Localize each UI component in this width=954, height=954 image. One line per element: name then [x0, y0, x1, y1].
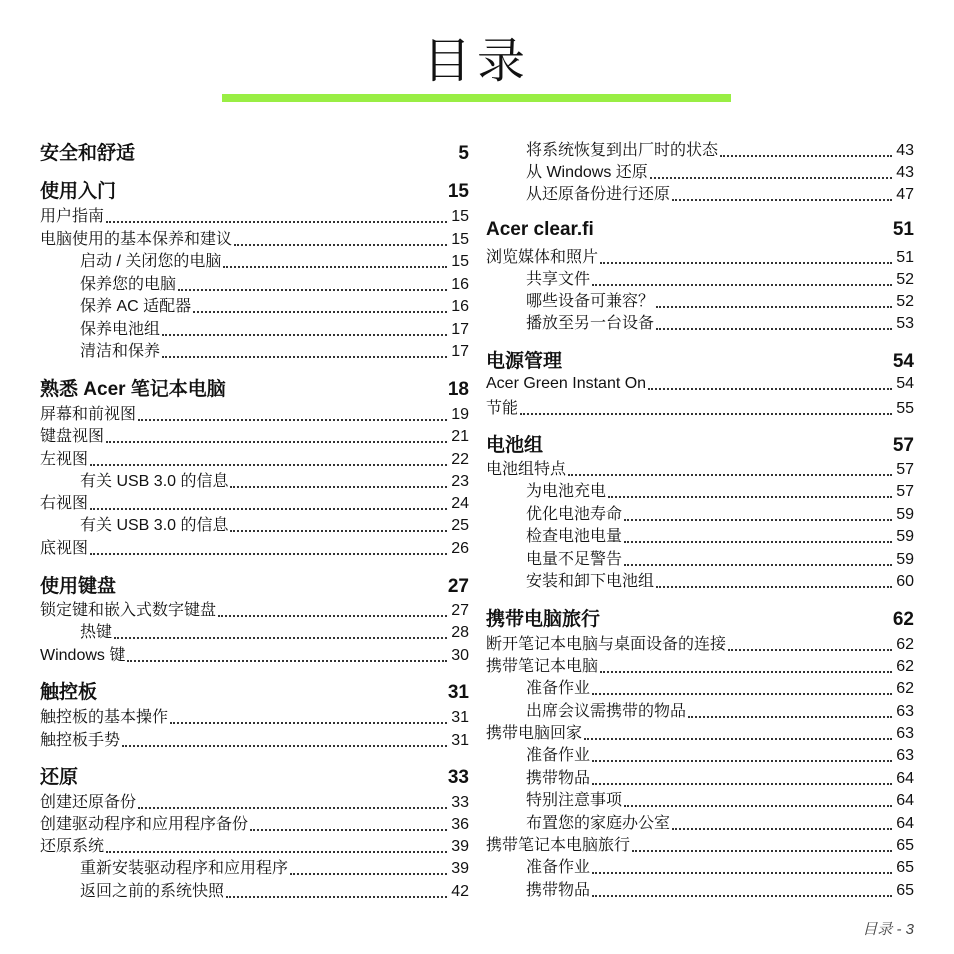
toc-entry-title: 电源管理: [486, 351, 563, 372]
toc-page-number: 42: [451, 883, 469, 900]
toc-entry[interactable]: [486, 183, 914, 205]
toc-entry-title: 使用键盘: [40, 576, 117, 597]
toc-entry[interactable]: [486, 525, 914, 547]
dot-leader: [592, 284, 892, 286]
toc-page-number: 15: [451, 253, 469, 270]
toc-entry[interactable]: [40, 880, 469, 902]
dot-leader: [290, 873, 447, 875]
toc-page-number: 23: [451, 473, 469, 490]
toc-entry[interactable]: [40, 706, 469, 728]
dot-leader: [672, 199, 892, 201]
toc-page-number: 62: [896, 658, 914, 675]
title-underline-bar: [222, 94, 731, 102]
dot-leader: [632, 850, 892, 852]
dot-leader: [592, 895, 892, 897]
dot-leader: [106, 221, 447, 223]
toc-entry[interactable]: [486, 397, 914, 419]
toc-entry-title: 携带物品: [526, 882, 591, 899]
toc-page-number: 17: [451, 321, 469, 338]
dot-leader: [728, 649, 892, 651]
toc-page-number: 65: [896, 859, 914, 876]
toc-page-number: 36: [451, 816, 469, 833]
toc-entry[interactable]: [486, 139, 914, 161]
toc-page-number: 65: [896, 882, 914, 899]
toc-page-number: 5: [458, 143, 469, 164]
toc-entry-title: 保养您的电脑: [80, 276, 177, 293]
toc-entry[interactable]: [486, 789, 914, 811]
toc-entry[interactable]: [486, 548, 914, 570]
dot-leader: [127, 660, 447, 662]
toc-entry[interactable]: [486, 677, 914, 699]
dot-leader: [608, 496, 892, 498]
toc-page-number: 51: [896, 249, 914, 266]
dot-leader: [90, 508, 447, 510]
dot-leader: [564, 368, 889, 370]
toc-entry-title: 携带笔记本电脑旅行: [486, 837, 631, 854]
dot-leader: [672, 828, 892, 830]
toc-entry-title: 播放至另一台设备: [526, 315, 655, 332]
dot-leader: [193, 311, 447, 313]
toc-entry[interactable]: [486, 570, 914, 592]
toc-entry-title: 创建还原备份: [40, 794, 137, 811]
toc-entry-title: 创建驱动程序和应用程序备份: [40, 816, 249, 833]
toc-page-number: 59: [896, 506, 914, 523]
dot-leader: [624, 564, 892, 566]
dot-leader: [106, 851, 447, 853]
toc-entry-title: 电池组特点: [486, 461, 567, 478]
toc-entry[interactable]: [486, 268, 914, 290]
toc-entry-title: 保养电池组: [80, 321, 161, 338]
toc-page-number: 19: [451, 406, 469, 423]
toc-entry[interactable]: [40, 857, 469, 879]
toc-entry[interactable]: [486, 290, 914, 312]
toc-entry-title: 布置您的家庭办公室: [526, 815, 671, 832]
toc-heading[interactable]: [486, 216, 914, 242]
toc-entry-title: 底视图: [40, 540, 89, 557]
toc-entry[interactable]: [486, 767, 914, 789]
toc-entry-title: 电量不足警告: [526, 551, 623, 568]
toc-entry[interactable]: [486, 372, 914, 394]
toc-page-number: 63: [896, 747, 914, 764]
toc-entry-title: 安全和舒适: [40, 143, 136, 164]
page-title: 目录: [422, 33, 531, 89]
toc-entry-title: 触控板的基本操作: [40, 709, 169, 726]
toc-entry[interactable]: [486, 633, 914, 655]
toc-entry-title: Windows 键: [40, 647, 126, 664]
toc-page-number: 63: [896, 703, 914, 720]
toc-entry[interactable]: [40, 205, 469, 227]
toc-entry[interactable]: [40, 599, 469, 621]
dot-leader: [106, 441, 447, 443]
toc-heading[interactable]: [40, 764, 469, 790]
toc-entry-title: 屏幕和前视图: [40, 406, 137, 423]
page-footer: 目录 - 3: [862, 921, 914, 938]
toc-heading[interactable]: [40, 178, 469, 204]
toc-entry[interactable]: [40, 492, 469, 514]
toc-entry-title: 清洁和保养: [80, 343, 161, 360]
toc-page-number: 47: [896, 186, 914, 203]
toc-entry-title: 键盘视图: [40, 428, 105, 445]
dot-leader: [162, 356, 447, 358]
dot-leader: [162, 334, 447, 336]
toc-entry-title: 携带电脑旅行: [486, 609, 601, 630]
toc-entry[interactable]: [486, 812, 914, 834]
toc-entry-title: 携带笔记本电脑: [486, 658, 599, 675]
toc-heading[interactable]: [486, 606, 914, 632]
toc-page-number: 64: [896, 770, 914, 787]
toc-page-number: 33: [447, 767, 469, 788]
toc-entry-title: 检查电池电量: [526, 528, 623, 545]
dot-leader: [138, 807, 447, 809]
toc-page-number: 30: [451, 647, 469, 664]
dot-leader: [230, 530, 447, 532]
dot-leader: [234, 244, 447, 246]
dot-leader: [170, 722, 447, 724]
toc-page-number: 57: [896, 461, 914, 478]
toc-entry-title: 重新安装驱动程序和应用程序: [80, 860, 289, 877]
toc-entry-title: 还原: [40, 767, 79, 788]
dot-leader: [99, 699, 444, 701]
dot-leader: [602, 626, 889, 628]
toc-entry-title: 哪些设备可兼容？: [526, 293, 655, 310]
toc-entry-title: 为电池充电: [526, 483, 607, 500]
toc-entry-title: 电脑使用的基本保养和建议: [40, 231, 233, 248]
toc-page-number: 65: [896, 837, 914, 854]
toc-entry-title: 从还原备份进行还原: [526, 186, 671, 203]
dot-leader: [226, 896, 447, 898]
toc-entry-title: 携带物品: [526, 770, 591, 787]
toc-page-number: 33: [451, 794, 469, 811]
toc-entry[interactable]: [486, 161, 914, 183]
toc-entry-title: 优化电池寿命: [526, 506, 623, 523]
toc-page-number: 57: [896, 483, 914, 500]
toc-entry-title: 熟悉 Acer 笔记本电脑: [40, 379, 226, 400]
toc-entry[interactable]: [40, 403, 469, 425]
toc-entry[interactable]: [486, 879, 914, 901]
toc-entry[interactable]: [40, 448, 469, 470]
toc-page-number: 60: [896, 573, 914, 590]
toc-entry-title: 共享文件: [526, 271, 591, 288]
toc-entry[interactable]: [486, 700, 914, 722]
toc-page-number: 53: [896, 315, 914, 332]
dot-leader: [122, 745, 447, 747]
dot-leader: [592, 693, 892, 695]
toc-entry[interactable]: [40, 295, 469, 317]
toc-page-number: 39: [451, 860, 469, 877]
toc-entry[interactable]: [40, 621, 469, 643]
toc-entry[interactable]: [486, 480, 914, 502]
toc-entry-title: 节能: [486, 400, 519, 417]
toc-heading[interactable]: [40, 679, 469, 705]
dot-leader: [250, 829, 447, 831]
dot-leader: [720, 155, 892, 157]
toc-entry[interactable]: [40, 835, 469, 857]
toc-entry[interactable]: [40, 470, 469, 492]
toc-entry-title: Acer Green Instant On: [486, 375, 647, 392]
dot-leader: [223, 266, 447, 268]
toc-entry-title: 返回之前的系统快照: [80, 883, 225, 900]
dot-leader: [178, 289, 447, 291]
toc-page-number: 17: [451, 343, 469, 360]
toc-entry-title: 右视图: [40, 495, 89, 512]
toc-page-number: 16: [451, 276, 469, 293]
toc-page-number: 43: [896, 142, 914, 159]
dot-leader: [118, 198, 444, 200]
toc-page-number: 25: [451, 517, 469, 534]
toc-entry[interactable]: [40, 514, 469, 536]
dot-leader: [568, 474, 892, 476]
toc-entry-title: 将系统恢复到出厂时的状态: [526, 142, 719, 159]
dot-leader: [656, 586, 892, 588]
toc-page-number: 16: [451, 298, 469, 315]
dot-leader: [624, 541, 892, 543]
toc-entry[interactable]: [486, 246, 914, 268]
toc-entry-title: 出席会议需携带的物品: [526, 703, 687, 720]
toc-entry-title: 有关 USB 3.0 的信息: [80, 517, 229, 534]
toc-entry-title: 安装和卸下电池组: [526, 573, 655, 590]
toc-entry[interactable]: [40, 340, 469, 362]
toc-page-number: 31: [451, 732, 469, 749]
toc-entry[interactable]: [486, 856, 914, 878]
toc-entry-title: 用户指南: [40, 208, 105, 225]
toc-entry-title: 准备作业: [526, 680, 591, 697]
dot-leader: [90, 553, 447, 555]
toc-entry-title: 还原系统: [40, 838, 105, 855]
toc-page-number: 27: [447, 576, 469, 597]
dot-leader: [114, 637, 447, 639]
toc-entry[interactable]: [40, 644, 469, 666]
toc-page-number: 28: [451, 624, 469, 641]
toc-page-number: 51: [892, 219, 914, 240]
toc-entry-title: 特别注意事项: [526, 792, 623, 809]
toc-page-number: 15: [451, 208, 469, 225]
toc-page-number: 59: [896, 528, 914, 545]
dot-leader: [624, 519, 892, 521]
toc-heading[interactable]: [486, 432, 914, 458]
toc-entry[interactable]: [40, 318, 469, 340]
toc-entry[interactable]: [40, 729, 469, 751]
toc-page-number: 31: [447, 682, 469, 703]
toc-heading[interactable]: [40, 140, 469, 166]
dot-leader: [656, 328, 892, 330]
toc-page-number: 22: [451, 451, 469, 468]
toc-entry[interactable]: [40, 273, 469, 295]
toc-page-number: 15: [451, 231, 469, 248]
toc-entry-title: 左视图: [40, 451, 89, 468]
toc-page-number: 52: [896, 271, 914, 288]
toc-entry-title: 锁定键和嵌入式数字键盘: [40, 602, 217, 619]
toc-entry-title: 保养 AC 适配器: [80, 298, 192, 315]
dot-leader: [545, 452, 889, 454]
toc-entry[interactable]: [486, 458, 914, 480]
toc-entry-title: 断开笔记本电脑与桌面设备的连接: [486, 636, 727, 653]
toc-page-number: 64: [896, 815, 914, 832]
dot-leader: [118, 593, 444, 595]
toc-entry[interactable]: [40, 537, 469, 559]
toc-entry-title: 热键: [80, 624, 113, 641]
toc-page-number: 15: [447, 181, 469, 202]
toc-entry[interactable]: [40, 813, 469, 835]
dot-leader: [688, 716, 892, 718]
dot-leader: [90, 464, 447, 466]
toc-entry-title: 准备作业: [526, 747, 591, 764]
toc-page-number: 39: [451, 838, 469, 855]
toc-page-number: 24: [451, 495, 469, 512]
toc-page-number: 26: [451, 540, 469, 557]
toc-heading[interactable]: [40, 376, 469, 402]
dot-leader: [218, 615, 447, 617]
toc-entry[interactable]: [486, 722, 914, 744]
toc-entry-title: 有关 USB 3.0 的信息: [80, 473, 229, 490]
toc-page-number: 55: [896, 400, 914, 417]
dot-leader: [650, 177, 892, 179]
toc-entry-title: 触控板: [40, 682, 98, 703]
toc-page-number: 59: [896, 551, 914, 568]
toc-entry-title: 使用入门: [40, 181, 117, 202]
toc-page-number: 63: [896, 725, 914, 742]
toc-page-number: 62: [892, 609, 914, 630]
dot-leader: [137, 160, 454, 162]
toc-page-number: 54: [892, 351, 914, 372]
dot-leader: [584, 738, 892, 740]
toc-entry[interactable]: [40, 250, 469, 272]
toc-entry-title: 从 Windows 还原: [526, 164, 648, 181]
toc-entry-title: 启动 / 关闭您的电脑: [80, 253, 222, 270]
toc-page-number: 64: [896, 792, 914, 809]
toc-page-number: 54: [896, 375, 914, 392]
dot-leader: [592, 872, 892, 874]
dot-leader: [600, 671, 892, 673]
toc-entry-title: 电池组: [486, 435, 544, 456]
dot-leader: [80, 784, 444, 786]
toc-heading[interactable]: [40, 573, 469, 599]
toc-entry[interactable]: [486, 312, 914, 334]
toc-page-number: 21: [451, 428, 469, 445]
toc-heading[interactable]: [486, 348, 914, 374]
dot-leader: [656, 306, 892, 308]
toc-entry-title: 触控板手势: [40, 732, 121, 749]
toc-entry[interactable]: [486, 834, 914, 856]
dot-leader: [520, 413, 892, 415]
toc-entry[interactable]: [40, 425, 469, 447]
toc-page-number: 57: [892, 435, 914, 456]
dot-leader: [596, 236, 889, 238]
toc-entry-title: Acer clear.fi: [486, 219, 594, 240]
toc-page-number: 62: [896, 636, 914, 653]
dot-leader: [624, 805, 892, 807]
dot-leader: [600, 262, 892, 264]
toc-page-number: 62: [896, 680, 914, 697]
toc-entry[interactable]: [486, 503, 914, 525]
toc-entry-title: 携带电脑回家: [486, 725, 583, 742]
toc-entry[interactable]: [486, 744, 914, 766]
dot-leader: [228, 396, 444, 398]
toc-entry[interactable]: [486, 655, 914, 677]
toc-entry-title: 浏览媒体和照片: [486, 249, 599, 266]
dot-leader: [138, 419, 447, 421]
toc-page-number: 31: [451, 709, 469, 726]
dot-leader: [648, 388, 892, 390]
toc-entry-title: 准备作业: [526, 859, 591, 876]
toc-entry[interactable]: [40, 228, 469, 250]
dot-leader: [592, 783, 892, 785]
dot-leader: [592, 760, 892, 762]
dot-leader: [230, 486, 447, 488]
toc-page-number: 52: [896, 293, 914, 310]
toc-page-number: 18: [447, 379, 469, 400]
toc-page-number: 27: [451, 602, 469, 619]
toc-entry[interactable]: [40, 791, 469, 813]
toc-page-number: 43: [896, 164, 914, 181]
